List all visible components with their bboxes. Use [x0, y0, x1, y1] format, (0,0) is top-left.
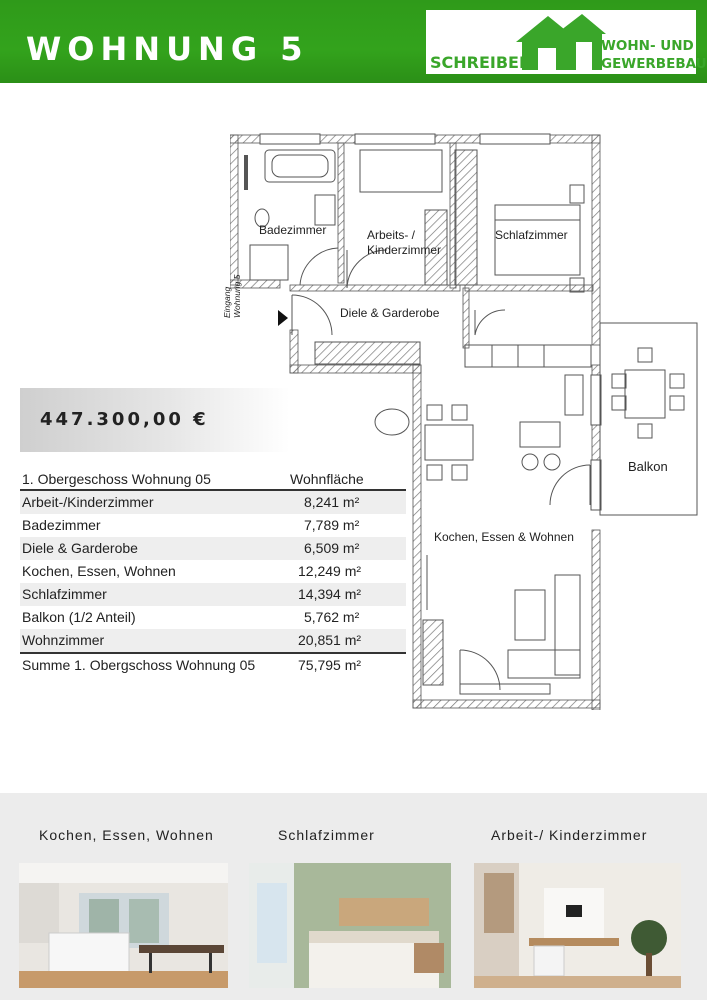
photo-workroom	[474, 863, 681, 988]
label-balkon: Balkon	[628, 459, 668, 474]
row-label: Schlafzimmer	[22, 586, 107, 602]
row-value: 7,789 m²	[304, 517, 360, 533]
row-label: Balkon (1/2 Anteil)	[22, 609, 136, 625]
table-row	[20, 537, 406, 560]
area-table	[20, 468, 406, 675]
photo-kitchen	[19, 863, 228, 988]
label-eingang-2: Wohnung 5	[232, 274, 242, 318]
row-label: Kochen, Essen, Wohnen	[22, 563, 176, 579]
table-row	[20, 606, 406, 629]
logo-text-right-2: GEWERBEBAU	[601, 56, 707, 72]
row-value: 8,241 m²	[304, 494, 360, 510]
label-arbeitszimmer-2: Kinderzimmer	[367, 243, 442, 257]
row-label: Diele & Garderobe	[22, 540, 138, 556]
table-sum-row	[20, 652, 406, 675]
row-label: Wohnzimmer	[22, 632, 105, 648]
sum-label: Summe 1. Obergschoss Wohnung 05	[22, 657, 256, 673]
header-banner	[0, 0, 707, 83]
row-value: 5,762 m²	[304, 609, 360, 625]
row-label: Badezimmer	[22, 517, 101, 533]
label-schlafzimmer: Schlafzimmer	[495, 228, 568, 242]
photo-bedroom	[249, 863, 451, 988]
table-row	[20, 583, 406, 606]
sum-value: 75,795 m²	[298, 657, 362, 673]
table-row	[20, 514, 406, 537]
table-header-label: 1. Obergeschoss Wohnung 05	[22, 471, 211, 487]
price-box	[20, 388, 290, 452]
table-header	[20, 468, 406, 491]
label-kochen-essen-wohnen: Kochen, Essen & Wohnen	[434, 530, 574, 544]
table-header-value: Wohnfläche	[290, 471, 364, 487]
label-badezimmer: Badezimmer	[259, 223, 327, 237]
row-value: 6,509 m²	[304, 540, 360, 556]
row-value: 12,249 m²	[298, 563, 362, 579]
caption-arbeitszimmer: Arbeit-/ Kinderzimmer	[491, 827, 648, 843]
caption-kochen: Kochen, Essen, Wohnen	[39, 827, 214, 843]
price: 447.300,00 €	[40, 409, 209, 430]
page-title: WOHNUNG 5	[26, 30, 309, 68]
label-arbeitszimmer-1: Arbeits- /	[367, 228, 416, 242]
logo-text-right-1: WOHN- UND	[601, 38, 694, 54]
table-row	[20, 560, 406, 583]
table-row	[20, 491, 406, 514]
logo-text-left: SCHREIBER	[430, 53, 532, 72]
label-eingang-1: Eingang	[222, 286, 232, 318]
row-value: 20,851 m²	[298, 632, 362, 648]
row-value: 14,394 m²	[298, 586, 362, 602]
company-logo	[426, 10, 707, 74]
table-row	[20, 629, 406, 652]
label-eingang	[222, 275, 242, 318]
label-diele: Diele & Garderobe	[340, 306, 440, 320]
row-label: Arbeit-/Kinderzimmer	[22, 494, 154, 510]
caption-schlafzimmer: Schlafzimmer	[278, 827, 375, 843]
